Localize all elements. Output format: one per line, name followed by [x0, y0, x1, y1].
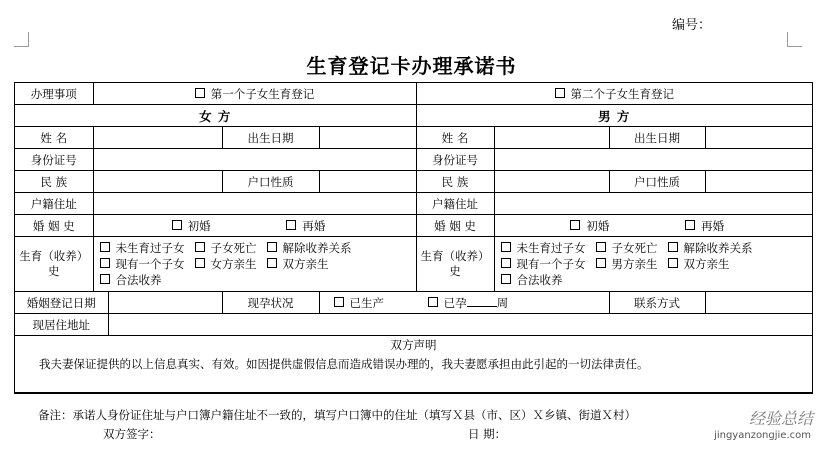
female-id-label: 身份证号 — [15, 149, 93, 171]
watermark: 经验总结 — [748, 409, 813, 428]
row-declaration — [15, 336, 812, 393]
row-item — [15, 83, 812, 105]
female-ethnic-label: 民 族 — [15, 171, 93, 193]
pregnancy-label: 现孕状况 — [222, 292, 319, 314]
female-hukou-addr-field[interactable] — [93, 193, 416, 215]
checkbox-icon[interactable] — [570, 220, 580, 230]
item-option-first[interactable]: 第一个子女生育登记 — [93, 83, 416, 105]
signature-label: 双方签字： — [103, 427, 161, 441]
checkbox-icon[interactable] — [334, 297, 344, 307]
male-ethnic-field[interactable] — [494, 171, 609, 193]
pregnancy-produced-option[interactable]: 已生产 — [334, 295, 385, 311]
declaration-cell — [15, 336, 812, 393]
checkbox-icon[interactable] — [555, 88, 565, 98]
female-history-option-7[interactable]: 合法收养 — [100, 272, 162, 288]
pregnancy-pregnant-option[interactable]: 已孕 周 — [428, 295, 509, 311]
current-addr-label: 现居住地址 — [15, 314, 108, 336]
row-name — [15, 127, 812, 149]
checkbox-icon[interactable] — [668, 242, 678, 252]
male-history-option-5[interactable]: 男方亲生 — [596, 256, 658, 272]
row-current-address — [15, 314, 812, 336]
row-hukou-address — [15, 193, 812, 215]
female-remarriage-option[interactable]: 再婚 — [286, 218, 325, 234]
checkbox-icon[interactable] — [100, 258, 110, 268]
male-name-label: 姓 名 — [416, 127, 494, 149]
row-party-headers — [15, 105, 812, 127]
male-birth-label: 出生日期 — [609, 127, 705, 149]
female-history-option-5[interactable]: 女方亲生 — [195, 256, 257, 272]
marriage-date-field[interactable] — [108, 292, 222, 314]
male-marriage-options — [494, 215, 812, 237]
male-hukou-addr-field[interactable] — [494, 193, 812, 215]
contact-field[interactable] — [705, 292, 812, 314]
female-history-option-3[interactable]: 解除收养关系 — [267, 240, 352, 256]
pregnancy-options — [319, 292, 609, 314]
female-first-marriage-option[interactable]: 初婚 — [172, 218, 211, 234]
contact-label: 联系方式 — [609, 292, 705, 314]
checkbox-icon[interactable] — [501, 274, 511, 284]
checkbox-icon[interactable] — [596, 258, 606, 268]
female-marriage-options — [93, 215, 416, 237]
male-first-marriage-option[interactable]: 初婚 — [570, 218, 609, 234]
male-hukou-addr-label: 户籍住址 — [416, 193, 494, 215]
male-history-option-3[interactable]: 解除收养关系 — [668, 240, 753, 256]
male-id-field[interactable] — [494, 149, 812, 171]
female-header: 女 方 — [15, 105, 416, 127]
item-label: 办理事项 — [15, 83, 93, 105]
item-option-second[interactable]: 第二个子女生育登记 — [416, 83, 812, 105]
checkbox-icon[interactable] — [100, 242, 110, 252]
current-addr-field[interactable] — [108, 314, 812, 336]
checkbox-icon[interactable] — [668, 258, 678, 268]
male-birth-field[interactable] — [705, 127, 812, 149]
checkbox-icon[interactable] — [267, 258, 277, 268]
checkbox-icon[interactable] — [286, 220, 296, 230]
male-remarriage-option[interactable]: 再婚 — [685, 218, 724, 234]
male-id-label: 身份证号 — [416, 149, 494, 171]
checkbox-icon[interactable] — [172, 220, 182, 230]
row-id — [15, 149, 812, 171]
female-history-option-1[interactable]: 未生育过子女 — [100, 240, 185, 256]
male-history-option-2[interactable]: 子女死亡 — [596, 240, 658, 256]
female-hukou-type-field[interactable] — [319, 171, 416, 193]
checkbox-icon[interactable] — [501, 242, 511, 252]
female-history-option-6[interactable]: 双方亲生 — [267, 256, 329, 272]
female-id-field[interactable] — [93, 149, 416, 171]
watermark-url: jingyanzongjie.com — [714, 430, 811, 441]
female-hukou-addr-label: 户籍住址 — [15, 193, 93, 215]
female-birth-history-label: 生育（收养）史 — [15, 237, 93, 292]
weeks-blank[interactable] — [467, 296, 497, 307]
female-birth-field[interactable] — [319, 127, 416, 149]
document-number-label: 编号： — [672, 18, 712, 33]
checkbox-icon[interactable] — [100, 274, 110, 284]
female-hukou-type-label: 户口性质 — [222, 171, 319, 193]
male-hukou-type-field[interactable] — [705, 171, 812, 193]
male-history-option-4[interactable]: 现有一个子女 — [501, 256, 586, 272]
male-birth-history-label: 生育（收养）史 — [416, 237, 494, 292]
row-birth-history — [15, 237, 812, 292]
male-header: 男 方 — [416, 105, 812, 127]
male-history-option-6[interactable]: 双方亲生 — [668, 256, 730, 272]
male-name-field[interactable] — [494, 127, 609, 149]
checkbox-icon[interactable] — [596, 242, 606, 252]
checkbox-icon[interactable] — [501, 258, 511, 268]
female-history-option-4[interactable]: 现有一个子女 — [100, 256, 185, 272]
male-ethnic-label: 民 族 — [416, 171, 494, 193]
checkbox-icon[interactable] — [685, 220, 695, 230]
checkbox-icon[interactable] — [267, 242, 277, 252]
male-hukou-type-label: 户口性质 — [609, 171, 705, 193]
male-history-option-7[interactable]: 合法收养 — [501, 272, 563, 288]
female-birth-label: 出生日期 — [222, 127, 319, 149]
crop-mark-top-right — [787, 32, 802, 47]
registration-form — [14, 82, 813, 394]
marriage-date-label: 婚姻登记日期 — [15, 292, 108, 314]
male-marriage-label: 婚 姻 史 — [416, 215, 494, 237]
female-history-option-2[interactable]: 子女死亡 — [195, 240, 257, 256]
female-ethnic-field[interactable] — [93, 171, 222, 193]
male-birth-history-options — [494, 237, 812, 292]
checkbox-icon[interactable] — [195, 258, 205, 268]
page-title: 生育登记卡办理承诺书 — [306, 54, 517, 78]
declaration-text: 我夫妻保证提供的以上信息真实、有效。如因提供虚假信息而造成错误办理的，我夫妻愿承担由此引起的一切法律责任。 — [39, 357, 649, 371]
footnote: 备注：承诺人身份证住址与户口簿户籍住址不一致的，填写户口簿中的住址（填写Ｘ县（市、区）Ｘ乡镇、街道Ｘ村） — [38, 408, 636, 422]
date-label: 日 期： — [468, 427, 507, 441]
checkbox-icon[interactable] — [428, 297, 438, 307]
female-birth-history-options — [93, 237, 416, 292]
row-marriage-history — [15, 215, 812, 237]
row-marriage-date — [15, 292, 812, 314]
female-marriage-label: 婚 姻 史 — [15, 215, 93, 237]
declaration-heading: 双方声明 — [390, 338, 437, 352]
crop-mark-top-left — [14, 32, 29, 47]
checkbox-icon[interactable] — [195, 242, 205, 252]
female-name-field[interactable] — [93, 127, 222, 149]
male-history-option-1[interactable]: 未生育过子女 — [501, 240, 586, 256]
row-ethnic — [15, 171, 812, 193]
female-name-label: 姓 名 — [15, 127, 93, 149]
checkbox-icon[interactable] — [195, 88, 205, 98]
